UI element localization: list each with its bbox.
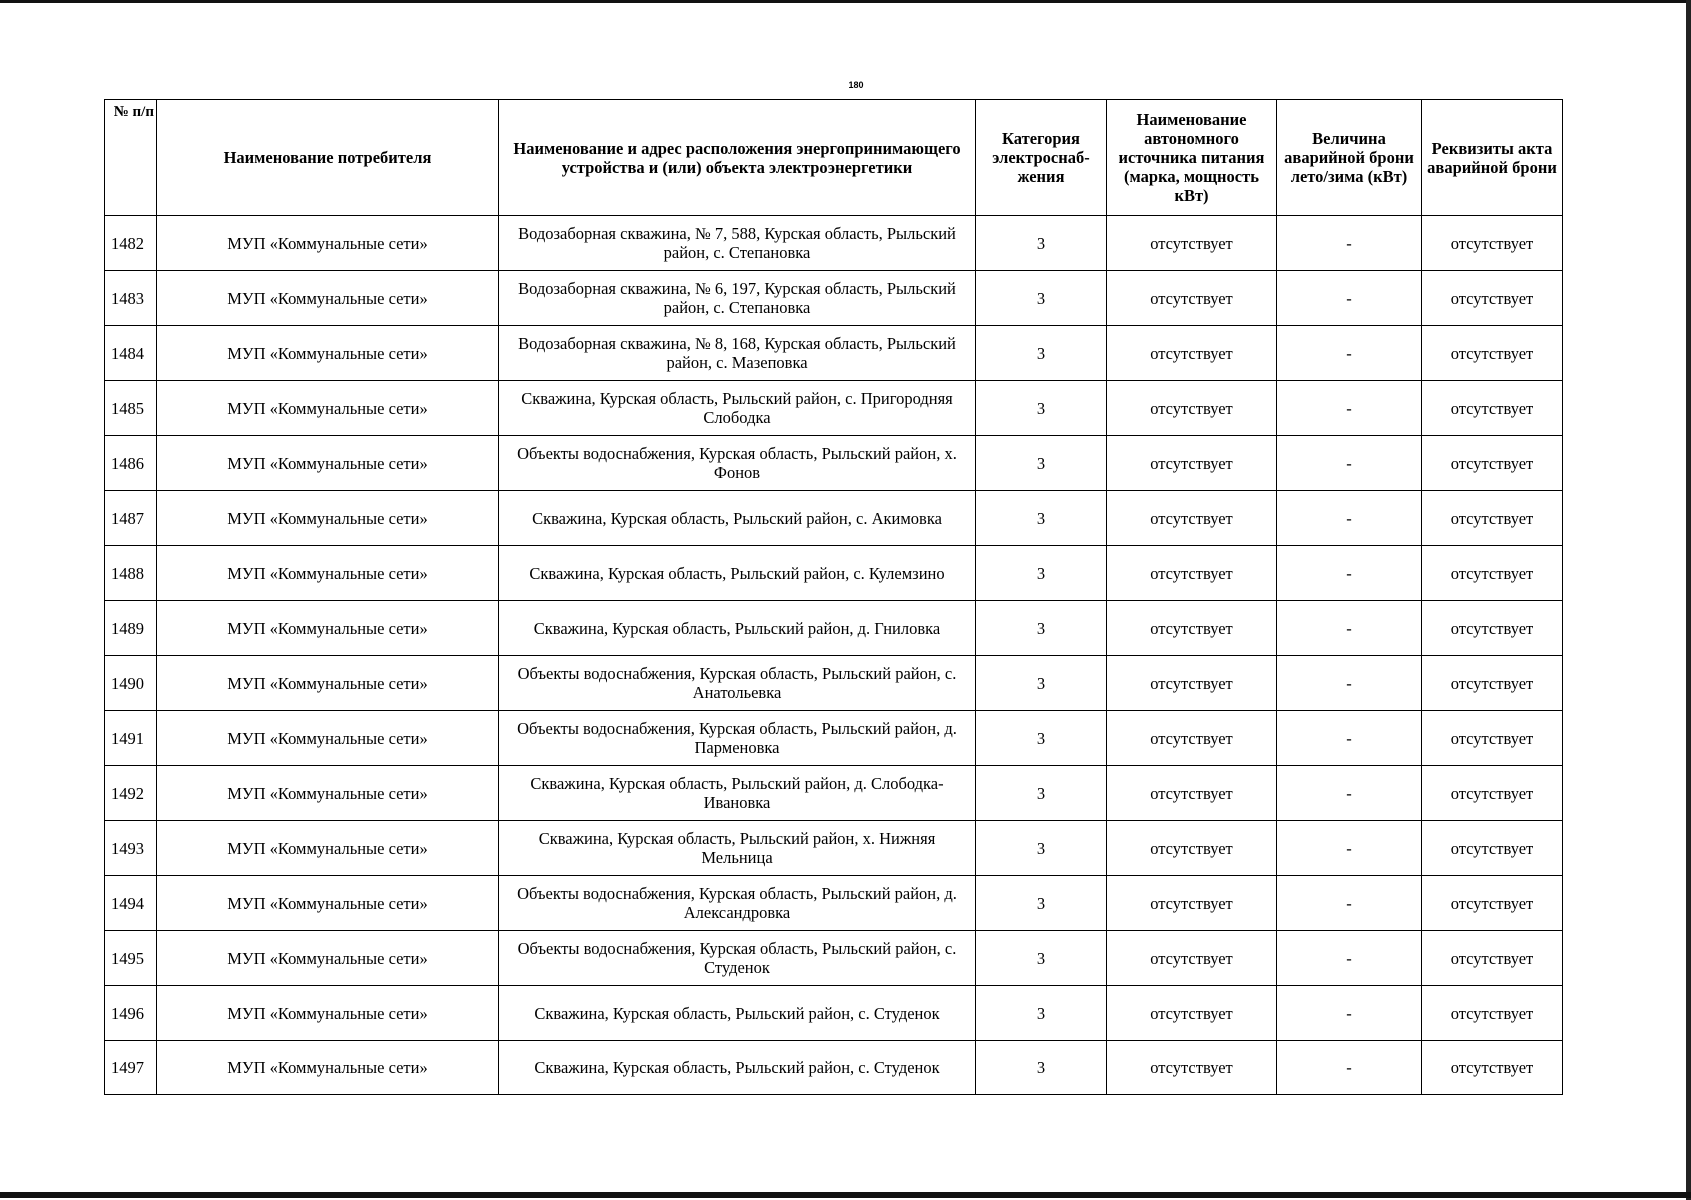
header-object: Наименование и адрес расположения энергопринимающего устройства и (или) объекта электроэнергетики: [499, 100, 976, 216]
cell-reserve: -: [1277, 271, 1422, 326]
table-row: [105, 766, 1563, 821]
cell-num: 1488: [105, 546, 157, 601]
cell-num: 1491: [105, 711, 157, 766]
cell-consumer: МУП «Коммунальные сети»: [157, 766, 499, 821]
cell-object: Водозаборная скважина, № 8, 168, Курская область, Рыльский район, с. Мазеповка: [499, 326, 976, 381]
cell-act: отсутствует: [1422, 711, 1563, 766]
cell-object: Скважина, Курская область, Рыльский район, с. Пригородняя Слободка: [499, 381, 976, 436]
cell-category: 3: [976, 381, 1107, 436]
cell-reserve: -: [1277, 766, 1422, 821]
cell-consumer: МУП «Коммунальные сети»: [157, 546, 499, 601]
cell-consumer: МУП «Коммунальные сети»: [157, 1041, 499, 1095]
table-row: [105, 381, 1563, 436]
cell-reserve: -: [1277, 876, 1422, 931]
cell-source: отсутствует: [1107, 326, 1277, 381]
cell-reserve: -: [1277, 1041, 1422, 1095]
cell-num: 1482: [105, 216, 157, 271]
table-row: [105, 1041, 1563, 1095]
cell-object: Объекты водоснабжения, Курская область, Рыльский район, д. Парменовка: [499, 711, 976, 766]
cell-source: отсутствует: [1107, 271, 1277, 326]
scan-edge-top: [0, 0, 1691, 3]
header-consumer: Наименование потребителя: [157, 100, 499, 216]
table-row: [105, 546, 1563, 601]
cell-object: Скважина, Курская область, Рыльский район, с. Акимовка: [499, 491, 976, 546]
cell-act: отсутствует: [1422, 931, 1563, 986]
header-category: Категория электроснаб-жения: [976, 100, 1107, 216]
cell-num: 1496: [105, 986, 157, 1041]
cell-object: Скважина, Курская область, Рыльский район, д. Слободка-Ивановка: [499, 766, 976, 821]
cell-object: Водозаборная скважина, № 6, 197, Курская область, Рыльский район, с. Степановка: [499, 271, 976, 326]
table-row: [105, 216, 1563, 271]
cell-category: 3: [976, 821, 1107, 876]
cell-category: 3: [976, 601, 1107, 656]
cell-object: Объекты водоснабжения, Курская область, Рыльский район, с. Студенок: [499, 931, 976, 986]
cell-source: отсутствует: [1107, 931, 1277, 986]
cell-act: отсутствует: [1422, 491, 1563, 546]
cell-source: отсутствует: [1107, 656, 1277, 711]
cell-source: отсутствует: [1107, 876, 1277, 931]
cell-reserve: -: [1277, 216, 1422, 271]
cell-act: отсутствует: [1422, 546, 1563, 601]
cell-category: 3: [976, 711, 1107, 766]
cell-reserve: -: [1277, 931, 1422, 986]
cell-num: 1495: [105, 931, 157, 986]
cell-act: отсутствует: [1422, 986, 1563, 1041]
cell-category: 3: [976, 876, 1107, 931]
cell-reserve: -: [1277, 546, 1422, 601]
cell-act: отсутствует: [1422, 766, 1563, 821]
cell-num: 1486: [105, 436, 157, 491]
scan-edge-right: [1686, 0, 1691, 1200]
cell-consumer: МУП «Коммунальные сети»: [157, 711, 499, 766]
cell-object: Водозаборная скважина, № 7, 588, Курская область, Рыльский район, с. Степановка: [499, 216, 976, 271]
cell-act: отсутствует: [1422, 656, 1563, 711]
cell-consumer: МУП «Коммунальные сети»: [157, 656, 499, 711]
cell-num: 1490: [105, 656, 157, 711]
cell-source: отсутствует: [1107, 216, 1277, 271]
cell-reserve: -: [1277, 601, 1422, 656]
cell-source: отсутствует: [1107, 1041, 1277, 1095]
table-row: [105, 601, 1563, 656]
cell-consumer: МУП «Коммунальные сети»: [157, 381, 499, 436]
cell-act: отсутствует: [1422, 381, 1563, 436]
cell-num: 1493: [105, 821, 157, 876]
cell-act: отсутствует: [1422, 821, 1563, 876]
cell-category: 3: [976, 986, 1107, 1041]
cell-consumer: МУП «Коммунальные сети»: [157, 876, 499, 931]
cell-reserve: -: [1277, 491, 1422, 546]
cell-category: 3: [976, 1041, 1107, 1095]
cell-act: отсутствует: [1422, 326, 1563, 381]
cell-object: Объекты водоснабжения, Курская область, Рыльский район, с. Анатольевка: [499, 656, 976, 711]
cell-num: 1483: [105, 271, 157, 326]
table-row: [105, 271, 1563, 326]
cell-object: Скважина, Курская область, Рыльский район, с. Кулемзино: [499, 546, 976, 601]
cell-object: Скважина, Курская область, Рыльский район, х. Нижняя Мельница: [499, 821, 976, 876]
cell-category: 3: [976, 491, 1107, 546]
cell-consumer: МУП «Коммунальные сети»: [157, 216, 499, 271]
cell-reserve: -: [1277, 711, 1422, 766]
cell-object: Объекты водоснабжения, Курская область, Рыльский район, х. Фонов: [499, 436, 976, 491]
cell-source: отсутствует: [1107, 766, 1277, 821]
cell-object: Объекты водоснабжения, Курская область, Рыльский район, д. Александровка: [499, 876, 976, 931]
scan-edge-bottom: [0, 1192, 1691, 1198]
cell-category: 3: [976, 931, 1107, 986]
cell-num: 1494: [105, 876, 157, 931]
cell-source: отсутствует: [1107, 711, 1277, 766]
cell-object: Скважина, Курская область, Рыльский район, д. Гниловка: [499, 601, 976, 656]
cell-object: Скважина, Курская область, Рыльский район, с. Студенок: [499, 1041, 976, 1095]
cell-object: Скважина, Курская область, Рыльский район, с. Студенок: [499, 986, 976, 1041]
table-row: [105, 821, 1563, 876]
header-act: Реквизиты акта аварийной брони: [1422, 100, 1563, 216]
cell-category: 3: [976, 326, 1107, 381]
cell-num: 1485: [105, 381, 157, 436]
cell-reserve: -: [1277, 436, 1422, 491]
cell-num: 1487: [105, 491, 157, 546]
cell-source: отсутствует: [1107, 491, 1277, 546]
cell-category: 3: [976, 766, 1107, 821]
cell-reserve: -: [1277, 821, 1422, 876]
cell-source: отсутствует: [1107, 986, 1277, 1041]
cell-act: отсутствует: [1422, 216, 1563, 271]
table-row: [105, 986, 1563, 1041]
cell-source: отсутствует: [1107, 381, 1277, 436]
table-row: [105, 876, 1563, 931]
cell-source: отсутствует: [1107, 821, 1277, 876]
cell-category: 3: [976, 216, 1107, 271]
cell-num: 1492: [105, 766, 157, 821]
header-source: Наименование автономного источника питания (марка, мощность кВт): [1107, 100, 1277, 216]
cell-reserve: -: [1277, 656, 1422, 711]
table-row: [105, 711, 1563, 766]
cell-source: отсутствует: [1107, 546, 1277, 601]
cell-source: отсутствует: [1107, 601, 1277, 656]
cell-category: 3: [976, 546, 1107, 601]
table-header-row: [105, 100, 1563, 216]
header-num: № п/п: [105, 100, 157, 216]
cell-num: 1497: [105, 1041, 157, 1095]
cell-source: отсутствует: [1107, 436, 1277, 491]
cell-consumer: МУП «Коммунальные сети»: [157, 436, 499, 491]
cell-consumer: МУП «Коммунальные сети»: [157, 601, 499, 656]
header-reserve: Величина аварийной брони лето/зима (кВт): [1277, 100, 1422, 216]
table-row: [105, 656, 1563, 711]
cell-consumer: МУП «Коммунальные сети»: [157, 326, 499, 381]
table-row: [105, 436, 1563, 491]
reserve-table: [104, 99, 1563, 1095]
cell-act: отсутствует: [1422, 876, 1563, 931]
page-number: 180: [848, 80, 864, 90]
cell-category: 3: [976, 436, 1107, 491]
cell-consumer: МУП «Коммунальные сети»: [157, 271, 499, 326]
cell-reserve: -: [1277, 381, 1422, 436]
table-row: [105, 931, 1563, 986]
cell-reserve: -: [1277, 326, 1422, 381]
table-row: [105, 326, 1563, 381]
cell-num: 1484: [105, 326, 157, 381]
cell-reserve: -: [1277, 986, 1422, 1041]
cell-act: отсутствует: [1422, 436, 1563, 491]
cell-consumer: МУП «Коммунальные сети»: [157, 931, 499, 986]
cell-act: отсутствует: [1422, 601, 1563, 656]
table-row: [105, 491, 1563, 546]
cell-category: 3: [976, 271, 1107, 326]
cell-act: отсутствует: [1422, 1041, 1563, 1095]
cell-consumer: МУП «Коммунальные сети»: [157, 821, 499, 876]
cell-act: отсутствует: [1422, 271, 1563, 326]
cell-consumer: МУП «Коммунальные сети»: [157, 491, 499, 546]
cell-category: 3: [976, 656, 1107, 711]
cell-consumer: МУП «Коммунальные сети»: [157, 986, 499, 1041]
cell-num: 1489: [105, 601, 157, 656]
